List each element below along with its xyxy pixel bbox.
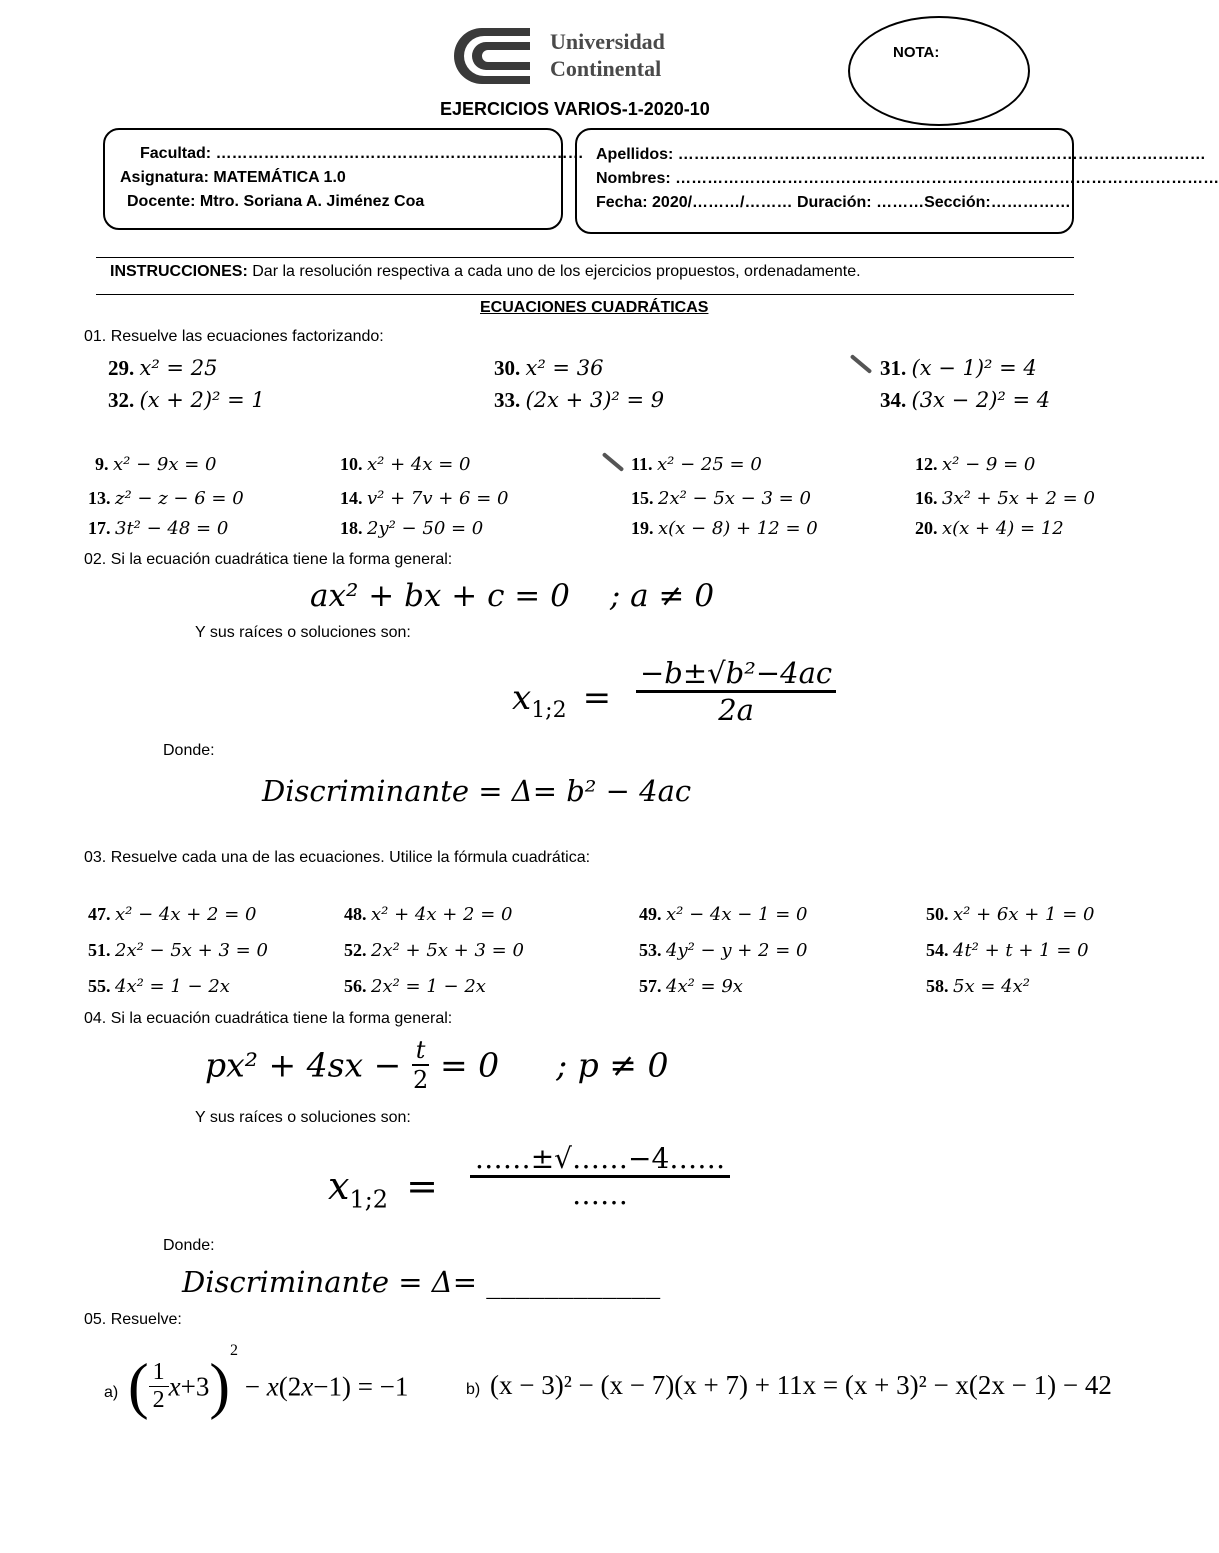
exercise-55: 55. 4x² = 1 − 2x (88, 976, 230, 997)
exercise-9: 9. x² − 9x = 0 (95, 454, 217, 475)
exercise-30: 30. x² = 36 (494, 356, 604, 380)
asignatura-line: Asignatura: MATEMÁTICA 1.0 (120, 169, 346, 186)
q04-donde: Donde: (163, 1237, 215, 1254)
facultad-line: Facultad: …………………………………………………………… (140, 145, 584, 162)
divider-top (96, 257, 1074, 258)
university-logo (442, 24, 692, 88)
nombres-line: Nombres: ………………………………………………………………………………………… (596, 170, 1219, 187)
section-title: ECUACIONES CUADRÁTICAS (480, 299, 709, 316)
divider-bottom (96, 294, 1074, 295)
fecha-line: Fecha: 2020/………/……… Duración: ………Sección:…………… (596, 194, 1071, 211)
apellidos-line: Apellidos: ……………………………………………………………………………………… (596, 146, 1206, 163)
docente-line: Docente: Mtro. Soriana A. Jiménez Coa (127, 193, 425, 210)
q04-prompt: 04. Si la ecuación cuadrática tiene la forma general: (84, 1010, 453, 1027)
nota-ellipse (848, 16, 1030, 126)
exercise-16: 16. 3x² + 5x + 2 = 0 (915, 488, 1095, 509)
q05-b-label: b) (466, 1381, 481, 1398)
exercise-20: 20. x(x + 4) = 12 (915, 518, 1064, 539)
exercise-10: 10. x² + 4x = 0 (340, 454, 471, 475)
q05-prompt: 05. Resuelve: (84, 1311, 182, 1328)
discriminant-formula: Discriminante = Δ= b² − 4ac (262, 774, 692, 808)
exercise-53: 53. 4y² − y + 2 = 0 (639, 940, 808, 961)
q02-donde: Donde: (163, 742, 215, 759)
blank-formula-lhs: $x_{1;2}$ = (328, 1164, 438, 1214)
exercise-18: 18. 2y² − 50 = 0 (340, 518, 484, 539)
exercise-48: 48. x² + 4x + 2 = 0 (344, 904, 513, 925)
exercise-14: 14. v² + 7v + 6 = 0 (340, 488, 509, 509)
q05-a-label: a) (104, 1384, 119, 1401)
exercise-54: 54. 4t² + t + 1 = 0 (926, 940, 1089, 961)
exercise-57: 57. 4x² = 9x (639, 976, 743, 997)
exercise-47: 47. x² − 4x + 2 = 0 (88, 904, 257, 925)
quadratic-formula-lhs: $x_{1;2}$ = (512, 678, 612, 723)
exercise-17: 17. 3t² − 48 = 0 (88, 518, 229, 539)
exercise-34: 34. (3x − 2)² = 4 (880, 388, 1051, 412)
logo-mark-icon (442, 24, 534, 88)
exercise-58: 58. 5x = 4x² (926, 976, 1030, 997)
exercise-12: 12. x² − 9 = 0 (915, 454, 1036, 475)
nota-label: NOTA: (893, 44, 940, 61)
exercise-11: 11. x² − 25 = 0 (631, 454, 762, 475)
blank-formula-fraction: $\frac{\dots\dots\pm√\dots\dots-4\dots\dots}{\dots\dots}$ (470, 1142, 730, 1211)
exercise-52: 52. 2x² + 5x + 3 = 0 (344, 940, 524, 961)
exercise-15: 15. 2x² − 5x − 3 = 0 (631, 488, 811, 509)
instructions-text: Dar la resolución respectiva a cada uno de los ejercicios propuestos, ordenadamente. (252, 263, 861, 280)
exercise-31: 31. (x − 1)² = 4 (880, 356, 1037, 380)
instructions (110, 263, 861, 281)
page-title: EJERCICIOS VARIOS-1-2020-10 (440, 99, 710, 119)
exercise-29: 29. x² = 25 (108, 356, 218, 380)
exercise-56: 56. 2x² = 1 − 2x (344, 976, 486, 997)
pencil-icon (850, 354, 872, 374)
q05-a-equation: ( $\frac{1}{2}$ x+3)$^2$ − x(2x−1) = −1 (128, 1342, 409, 1421)
general-equation-2: px² + 4sx − $\frac{t}{2}$ = 0 ; p ≠ 0 (205, 1036, 669, 1094)
general-equation: ax² + bx + c = 0 ; a ≠ 0 (310, 578, 715, 614)
q02-roots-label: Y sus raíces o soluciones son: (195, 624, 411, 641)
discriminant-blank: Discriminante = Δ= ____________ (182, 1265, 661, 1299)
q01-prompt: 01. Resuelve las ecuaciones factorizando: (84, 328, 384, 345)
logo-line1: Universidad (550, 29, 665, 54)
exercise-13: 13. z² − z − 6 = 0 (88, 488, 244, 509)
q02-prompt: 02. Si la ecuación cuadrática tiene la forma general: (84, 551, 453, 568)
instructions-label: INSTRUCCIONES: (110, 263, 248, 280)
pencil-icon (602, 452, 624, 472)
q03-prompt: 03. Resuelve cada una de las ecuaciones. Utilice la fórmula cuadrática: (84, 849, 591, 866)
exercise-50: 50. x² + 6x + 1 = 0 (926, 904, 1095, 925)
exercise-32: 32. (x + 2)² = 1 (108, 388, 265, 412)
q04-roots-label: Y sus raíces o soluciones son: (195, 1109, 411, 1126)
exercise-33: 33. (2x + 3)² = 9 (494, 388, 665, 412)
q05-b-equation: (x − 3)² − (x − 7)(x + 7) + 11x = (x + 3)² − x(2x − 1) − 42 (490, 1370, 1112, 1400)
logo-line2: Continental (550, 56, 662, 81)
exercise-19: 19. x(x − 8) + 12 = 0 (631, 518, 818, 539)
exercise-49: 49. x² − 4x − 1 = 0 (639, 904, 808, 925)
quadratic-formula-fraction: $\frac{\text{−b±√b²−4ac}}{2a}$ (636, 656, 836, 727)
exercise-51: 51. 2x² − 5x + 3 = 0 (88, 940, 268, 961)
